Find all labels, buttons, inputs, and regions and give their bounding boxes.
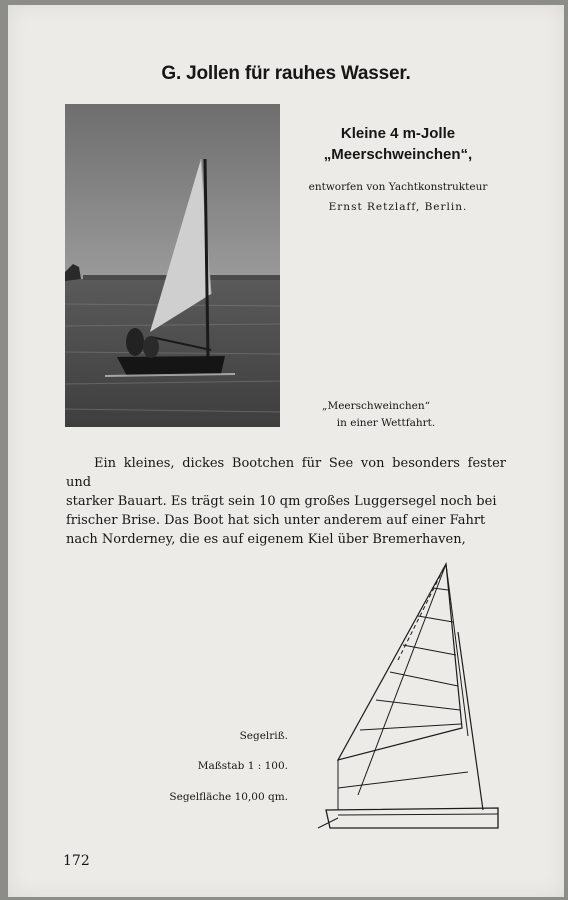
boat-title-line1: Kleine 4 m-Jolle bbox=[340, 125, 456, 142]
photo-caption-line2: in einer Wettfahrt. bbox=[336, 417, 436, 429]
designer-line2: Ernst Retzlaff, Berlin. bbox=[328, 201, 468, 213]
body-paragraph bbox=[66, 454, 506, 549]
body-line: nach Norderney, die es auf eigenem Kiel über Bremerhaven, bbox=[66, 532, 466, 547]
sail-plan-drawing bbox=[298, 560, 513, 844]
section-heading: G. Jollen für rauhes Wasser. bbox=[161, 63, 411, 84]
drawing-scale: Maßstab 1 : 100. bbox=[197, 760, 288, 772]
photo-caption-line1: „Meerschweinchen“ bbox=[322, 400, 430, 412]
page-number: 172 bbox=[63, 853, 90, 869]
boat-title-line2: „Meerschweinchen“, bbox=[323, 146, 473, 163]
drawing-sail-area: Segelfläche 10,00 qm. bbox=[169, 791, 288, 803]
drawing-title: Segelriß. bbox=[239, 730, 288, 742]
book-page bbox=[8, 5, 564, 897]
designer-line1: entworfen von Yachtkonstrukteur bbox=[308, 181, 488, 193]
body-line: Ein kleines, dickes Bootchen für See von besonders fester und bbox=[66, 456, 506, 490]
body-line: frischer Brise. Das Boot hat sich unter anderem auf einer Fahrt bbox=[66, 513, 486, 528]
body-line: starker Bauart. Es trägt sein 10 qm großes Luggersegel noch bei bbox=[66, 494, 497, 509]
sailboat-photo bbox=[65, 104, 280, 427]
